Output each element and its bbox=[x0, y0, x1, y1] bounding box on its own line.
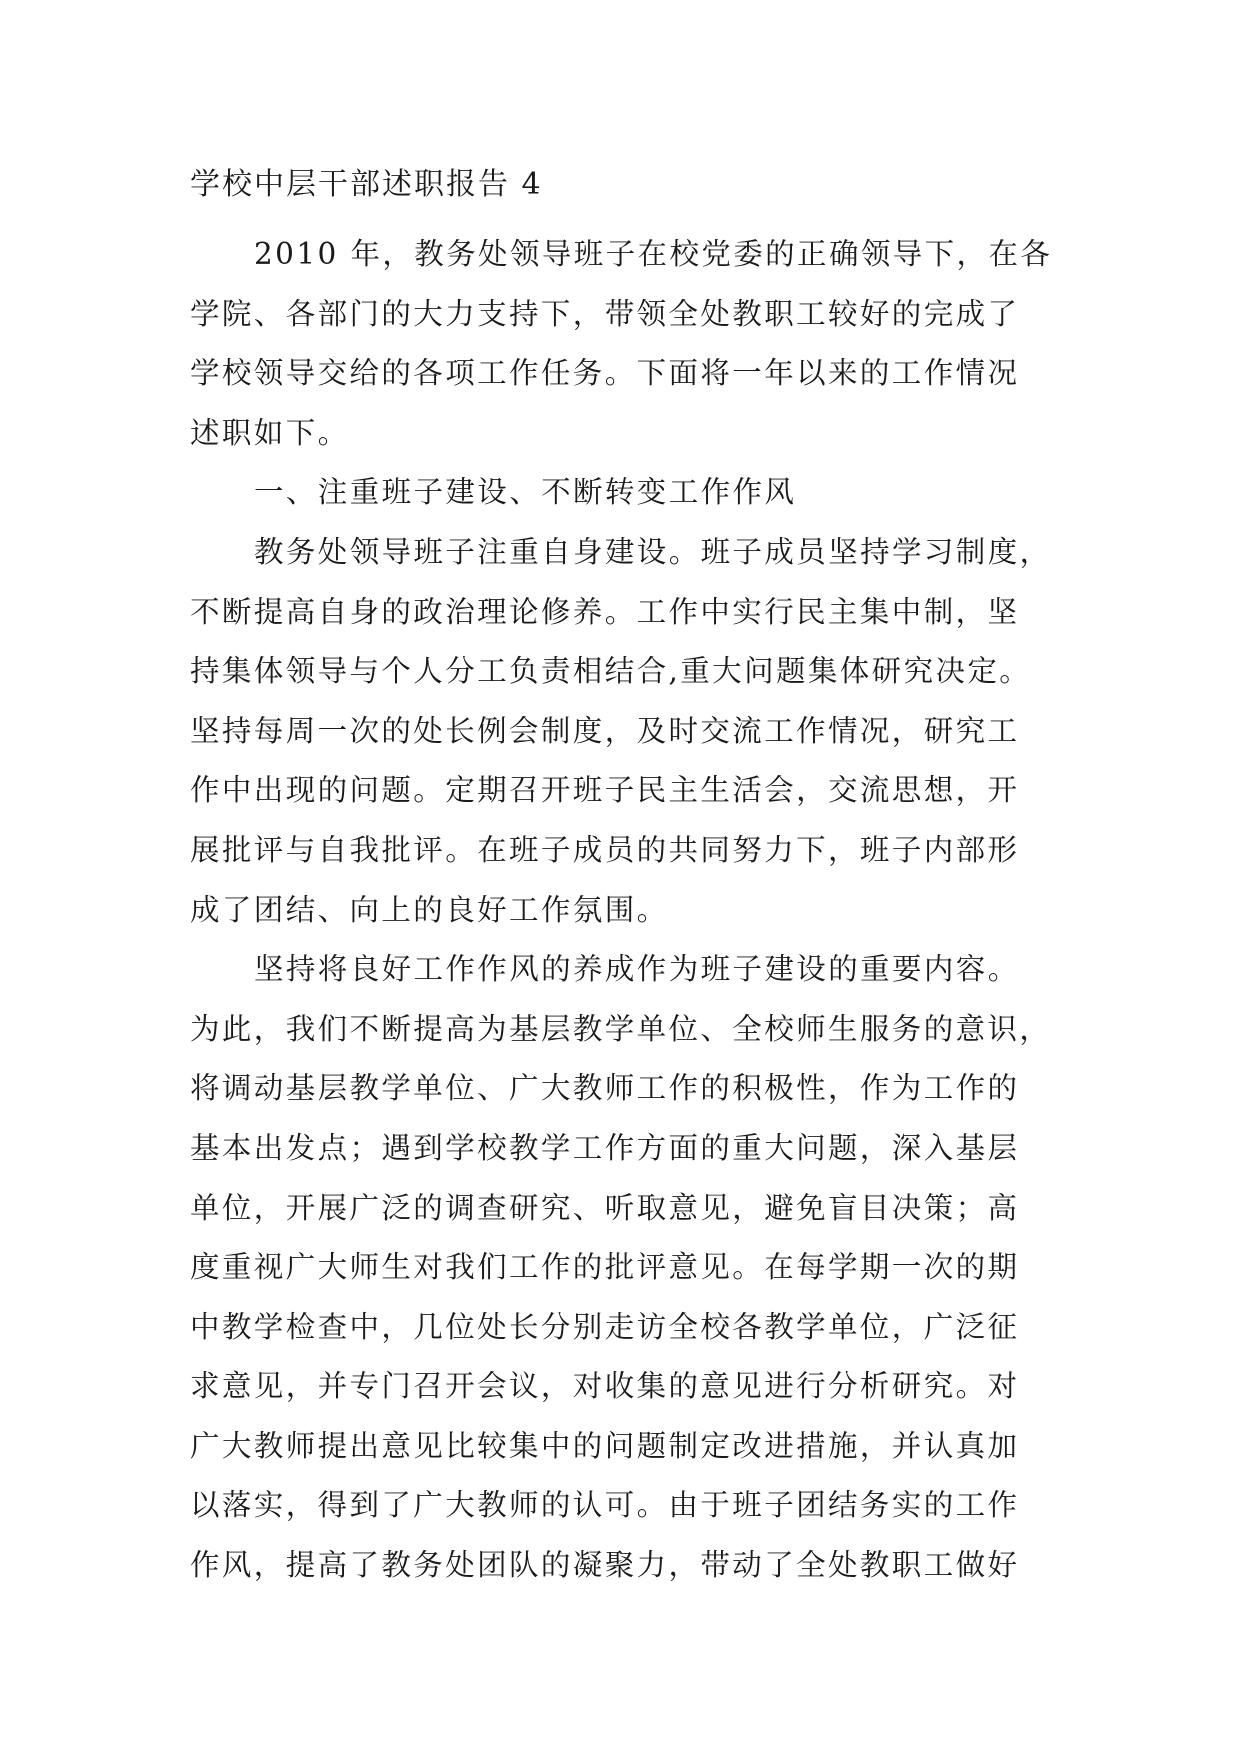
paragraph-line: 将调动基层教学单位、广大教师工作的积极性，作为工作的 bbox=[190, 1071, 1020, 1106]
paragraph-line: 述职如下。 bbox=[190, 415, 350, 450]
paragraph-line: 教务处领导班子注重自身建设。班子成员坚持学习制度， bbox=[254, 534, 1052, 569]
paragraph-line: 作风，提高了教务处团队的凝聚力，带动了全处教职工做好 bbox=[190, 1548, 1020, 1583]
paragraph-line: 度重视广大师生对我们工作的批评意见。在每学期一次的期 bbox=[190, 1250, 1020, 1285]
paragraph-line: 学院、各部门的大力支持下，带领全处教职工较好的完成了 bbox=[190, 296, 1020, 331]
document-title: 学校中层干部述职报告 4 bbox=[190, 167, 543, 202]
paragraph-line: 坚持将良好工作作风的养成作为班子建设的重要内容。 bbox=[254, 952, 1020, 987]
paragraph-line: 求意见，并专门召开会议，对收集的意见进行分析研究。对 bbox=[190, 1369, 1020, 1404]
paragraph-line: 展批评与自我批评。在班子成员的共同努力下，班子内部形 bbox=[190, 832, 1020, 867]
paragraph-line: 广大教师提出意见比较集中的问题制定改进措施，并认真加 bbox=[190, 1428, 1020, 1463]
document-page bbox=[190, 165, 1060, 1596]
paragraph-line: 成了团结、向上的良好工作氛围。 bbox=[190, 892, 669, 927]
paragraph-line: 为此，我们不断提高为基层教学单位、全校师生服务的意识， bbox=[190, 1011, 1052, 1046]
paragraph-line: 2010 年，教务处领导班子在校党委的正确领导下，在各 bbox=[254, 237, 1053, 271]
paragraph-line: 以落实，得到了广大教师的认可。由于班子团结务实的工作 bbox=[190, 1488, 1020, 1523]
paragraph-line: 基本出发点；遇到学校教学工作方面的重大问题，深入基层 bbox=[190, 1130, 1020, 1165]
paragraph-line: 单位，开展广泛的调查研究、听取意见，避免盲目决策；高 bbox=[190, 1190, 1020, 1225]
paragraph-line: 作中出现的问题。定期召开班子民主生活会，交流思想，开 bbox=[190, 773, 1020, 808]
paragraph-team-building bbox=[190, 523, 1060, 940]
paragraph-line: 持集体领导与个人分工负责相结合,重大问题集体研究决定。 bbox=[190, 654, 1032, 689]
section-heading-text: 一、注重班子建设、不断转变工作作风 bbox=[254, 475, 797, 510]
paragraph-intro bbox=[190, 225, 1060, 463]
paragraph-line: 坚持每周一次的处长例会制度，及时交流工作情况，研究工 bbox=[190, 713, 1020, 748]
paragraph-work-style bbox=[190, 940, 1060, 1596]
section-heading bbox=[190, 463, 1060, 523]
paragraph-line: 不断提高自身的政治理论修养。工作中实行民主集中制，坚 bbox=[190, 594, 1020, 629]
paragraph-line: 中教学检查中，几位处长分别走访全校各教学单位，广泛征 bbox=[190, 1309, 1020, 1344]
paragraph-line: 学校领导交给的各项工作任务。下面将一年以来的工作情况 bbox=[190, 356, 1020, 391]
